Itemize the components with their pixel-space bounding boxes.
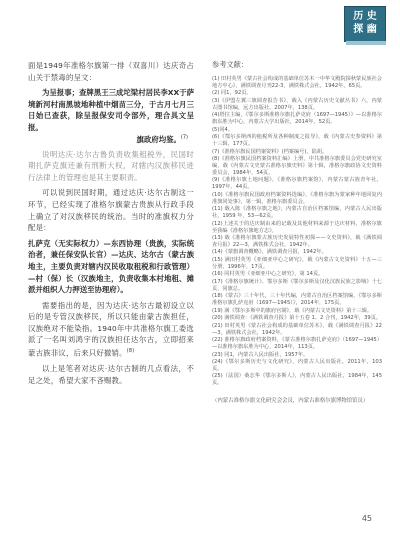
paragraph-4 — [28, 300, 194, 359]
reference-item: (23) 同1，内蒙古人民出版社，1957年。 — [212, 351, 309, 358]
paragraph-2: 说明达庆·达尔古鲁负责收集租税外，民国时期扎萨克旗还兼有刑断大权，对辖内汉族移民进行法律上的管理也是其主要职责。 — [28, 149, 194, 182]
references-column — [212, 60, 382, 411]
paragraph-4-text: 需要指出的是，因为达庆·达尔古最初设立以后的是专管汉族移民，所以只能由蒙古族担任，汉族绝对不能染指。1940年中共准格尔旗工委选派了一名叫刘鸿宇的汉族担任达尔古，立即招来蒙古族非议，后来只好撤销。 — [28, 300, 194, 358]
reference-item: (13) 载《准格尔旗蒙古族历史发展特性初探——文史资料》，载《满铁调查月报》22—3，满铁株式会社，1942年。 — [212, 235, 382, 248]
quoted-signature — [28, 134, 188, 145]
reference-item: (2) 同1，92页。 — [212, 90, 252, 97]
footnote-mark: (8) — [126, 348, 135, 355]
reference-item: (4)塔拉主编，《鄂尔多斯准格尔旗扎萨克府（1697—1945）》—以准格尔旗东胜为中心，内蒙古大学出版社，2014年，52页。 — [212, 112, 382, 126]
author-credit: （内蒙古准格尔旗文化研究会会员，内蒙古准格尔旗博物馆馆员） — [212, 398, 369, 405]
reference-item: (7)《准格尔旗民国档案资料》(档案编号)，陆胡。 — [212, 148, 328, 155]
reference-item: (17)《准格尔旗统计》、鄂尔多斯《鄂尔多斯及汉化汉族民族之影响》十七页，同旗总。 — [212, 278, 382, 292]
reference-item: (15) 满田村英男《亚细亚中心之研究》，载《内蒙古文史资料》十五—三分册，1996年，17页。 — [212, 256, 382, 270]
footnote-mark: (7) — [180, 134, 188, 141]
reference-item: (22) 准格尔旗政府档案资料，《蒙古准格尔旗扎萨克府》（1697—1945）—以准格尔旗东胜为中心，2014年，113页。 — [212, 337, 382, 350]
badge-line-1: 历 史 — [353, 11, 377, 22]
paragraph-3: 可以说到民国时期，通过达庆·达尔古制这一环节，已经实现了准格尔旗蒙古贵族从行政手段上确立了对汉族移民的统治。当时的准旗权力分配是： — [28, 188, 194, 233]
main-text-column — [28, 60, 194, 390]
reference-item: (5)同4。 — [212, 126, 234, 133]
reference-item: (10)《准格尔旗民国政府档案资料选编》，《准格尔旗为蒙家种年地回复内准旗同处事》，第一辑，准格尔旗委员会。 — [212, 191, 382, 205]
badge-line-2: 探 幽 — [353, 24, 377, 35]
reference-item: (3)《伊盟左翼三旗调查报告书》，载入《内蒙古历史文献丛书》六，内蒙古图书馆编，远方出版社，2007年，138页。 — [212, 97, 382, 111]
reference-item: (25)（法国）桑志华《鄂尔多斯人》，内蒙古人民出版社，1984年，145页。 — [212, 373, 382, 387]
reference-item: (18)《蒙古》三十年代，三十年代编，内蒙古自治区档案馆编，《鄂尔多斯准格尔旗扎萨克府（1697—1945）》，2014年，175页。 — [212, 293, 382, 307]
reference-item: (24)《鄂尔多斯历史与文化研究》，内蒙古人民出版社，2011年，103页。 — [212, 359, 382, 372]
reference-item: (21) 田村英男《蒙古社会构成的基础单位苏木》，载《满铁调查月报》22—3，满铁株式会社，1942年。 — [212, 322, 382, 336]
reference-item: (11) 载入陈《准格尔旗之地》，内蒙古自治区档案馆编，内蒙古人民出版社，1959 年，53—62页。 — [212, 206, 382, 220]
power-structure-block: 扎萨克（无实际权力）—东西协理（贵族，实际统治者，兼任保安队长官）—达庆、达尔古（蒙古族地主，主要负责对辖内汉民收取租税和行政管理）—村（保）长（汉族地主，负责收集本村地租、摊派并组织人力押送至协理府）。 — [28, 238, 194, 295]
reference-item: (8)《准格尔旗民国档案资料汇编》上册，中共准格尔旗委员会党史研究室编，载《内蒙古文史蒙古准格尔旗史料》第十辑，准格尔旗政协文史资料委员会，1984年，54页。 — [212, 156, 382, 176]
reference-item: (20) 满铁调查：《满铁调查月报》第十五卷 1、2 合刊，1942年，39页。 — [212, 315, 382, 322]
page-number: 45 — [361, 514, 372, 523]
reference-item: (14)《蒙旗调查概略》，满铁调查月报，1942年。 — [212, 249, 327, 256]
quote-sign-text: 旗政府均鉴。 — [136, 134, 181, 144]
references-title: 参考文献： — [212, 60, 248, 69]
paragraph-5: 以上是笔者对达庆·达尔古制的几点看法，不足之处，希望大家不吝赐教。 — [28, 364, 194, 385]
reference-item: (9)《准格尔旗土地问题》，《准格尔旗档案馆》，内蒙古蒙古族青年社，1997年，44页。 — [212, 177, 382, 191]
reference-item: (6)《鄂尔多斯西的租税所及各种制度之报导》，载《内蒙古史参资料》第十三辑，177页。 — [212, 134, 382, 148]
reference-item: (12)上述关于的达庆制由来的记载及其他材料来源于达庆材料，准格尔旗至我编《准格尔旗地方志》。 — [212, 220, 382, 234]
paragraph-intro: 面是1949年准格尔旗第一排（双喜川）达庆奇占山关于禁毒的呈文： — [28, 61, 194, 82]
quoted-document: 为呈报事；查牌黑王三成坨梁村居民李XX于萨境新河村南黑坡地种植中烟苗三分，于古月七月三日始已查获，除呈报保安司令部外，理合具文呈报。 — [28, 88, 194, 132]
references-list — [212, 76, 382, 387]
reference-item: (16) 同村英男《亚细亚中心之研究》，第 14页。 — [212, 271, 324, 278]
badge-stripe — [346, 41, 386, 45]
section-badge — [344, 6, 386, 42]
reference-item: (19) 满《鄂尔多斯中的旗府官制》，载《内蒙古文史资料》第十三辑。 — [212, 307, 373, 314]
reference-item: (1) 田村英男《蒙古社会构成的基础单位苏木一中华文殿院探秋蒙民族社会地方中心》，满铁调查月刊22-3，满铁株式会社，1942年，65页。 — [212, 76, 382, 89]
